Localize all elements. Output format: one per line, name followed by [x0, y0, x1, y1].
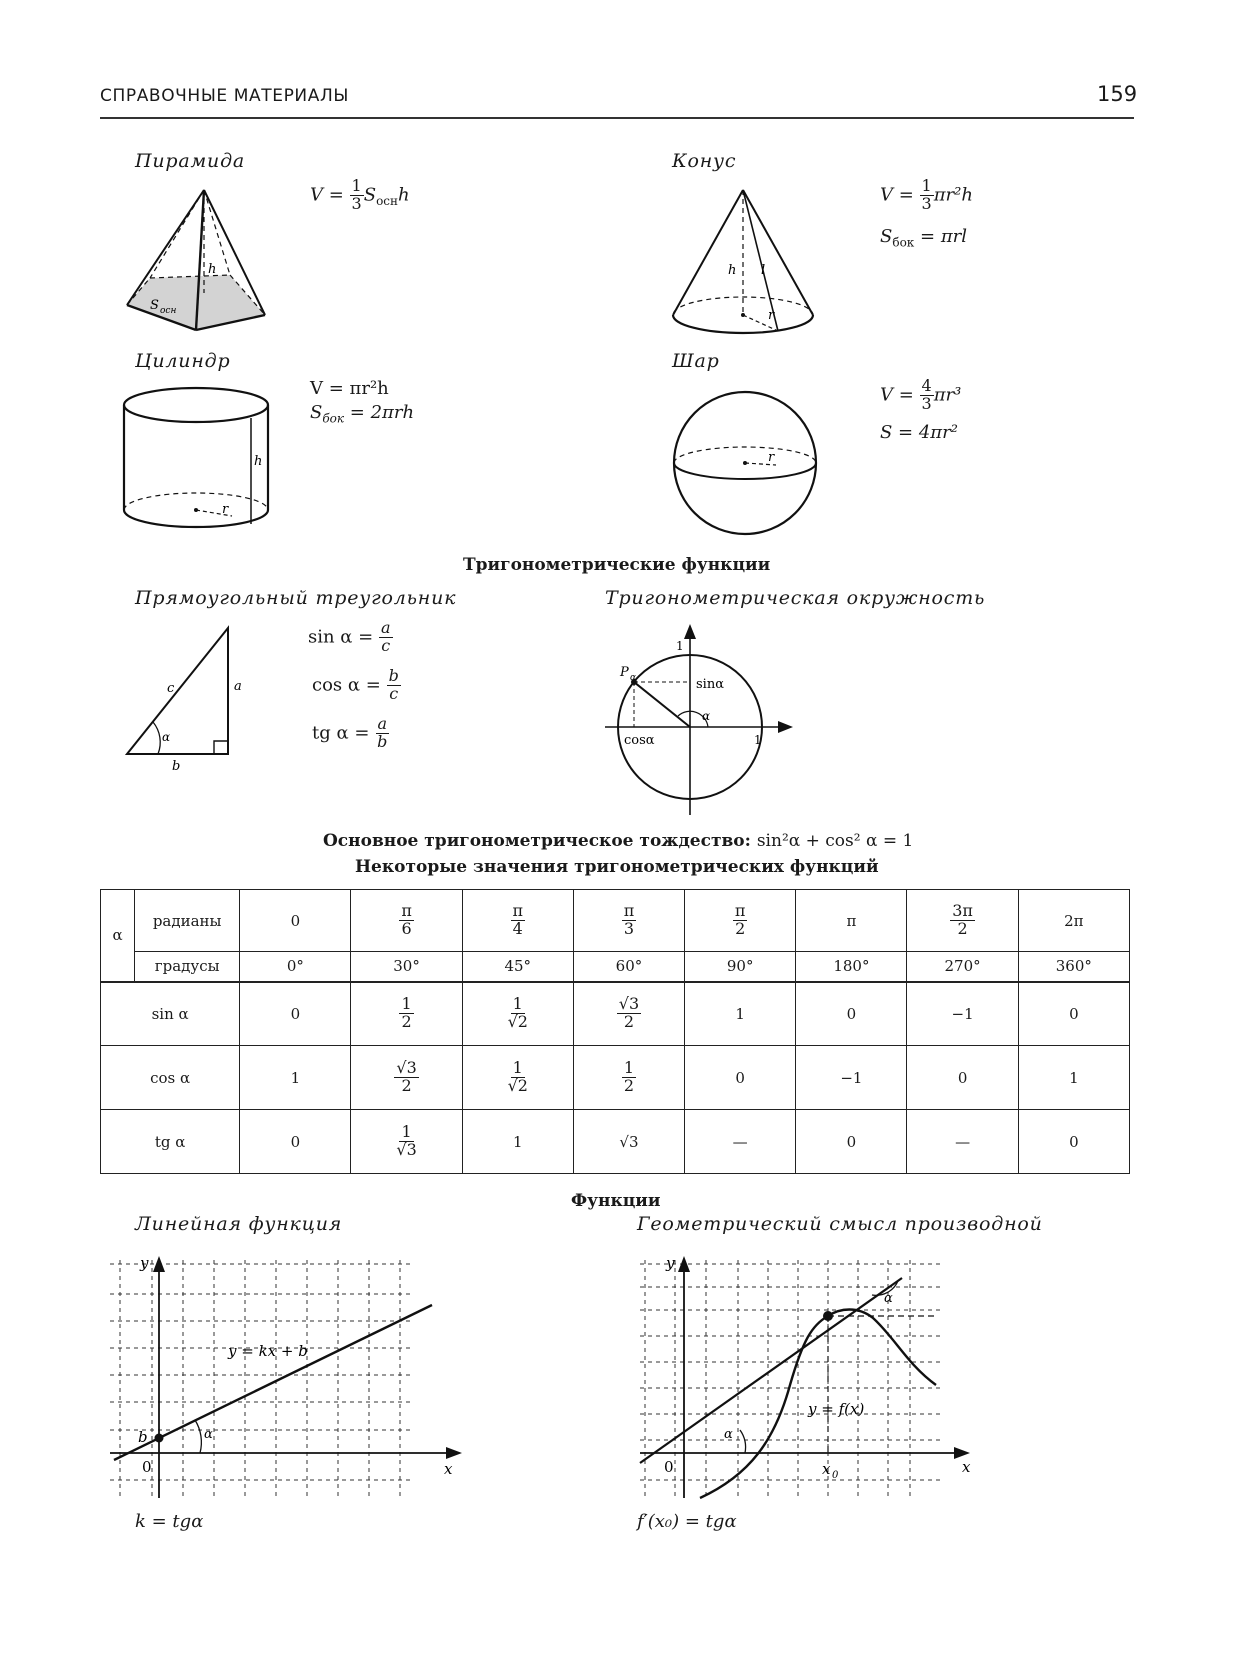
sphere-r-label: r	[768, 450, 775, 465]
table-title: Некоторые значения тригонометрических функций	[355, 857, 879, 877]
table-radian-cell: $\frac{\pi}{3}$	[573, 890, 684, 952]
table-value-cell: $\frac{1}{2}$	[351, 982, 462, 1046]
table-value-cell: —	[907, 1110, 1018, 1174]
table-row-label: cos α	[101, 1046, 240, 1110]
derivative-alpha-top: α	[884, 1291, 893, 1306]
pyramid-h-label: h	[208, 262, 217, 277]
table-value-cell: $\frac{1}{√2}$	[462, 1046, 573, 1110]
linear-x-label: x	[444, 1460, 453, 1478]
table-value-cell: 0	[796, 1110, 907, 1174]
table-degree-cell: 45°	[462, 952, 573, 982]
cone-l-label: l	[761, 263, 766, 278]
table-value-cell: −1	[796, 1046, 907, 1110]
cylinder-volume-formula: V = πr²h	[310, 378, 389, 399]
table-radian-cell: 2π	[1018, 890, 1129, 952]
table-row-label: tg α	[101, 1110, 240, 1174]
table-value-cell: 1	[240, 1046, 351, 1110]
derivative-alpha-tangent: α	[724, 1427, 733, 1442]
derivative-caption: f′(x₀) = tgα	[637, 1511, 737, 1532]
cylinder-figure	[120, 385, 280, 540]
cos-definition: cos α = $\frac{b}{c}$	[312, 666, 399, 703]
running-header: СПРАВОЧНЫЕ МАТЕРИАЛЫ	[100, 86, 349, 106]
pyramid-base-label: S	[150, 298, 159, 313]
circle-title: Тригонометрическая окружность	[605, 587, 986, 609]
triangle-b-label: b	[172, 759, 181, 774]
triangle-a-label: a	[234, 679, 242, 694]
derivative-x0-label: x	[822, 1460, 831, 1478]
pyramid-figure	[120, 185, 280, 335]
right-triangle-figure	[120, 620, 270, 780]
table-value-cell: √3	[573, 1110, 684, 1174]
circle-p-label: P	[620, 665, 629, 680]
table-sin-row	[101, 982, 1130, 1046]
linear-y-label: y	[140, 1254, 149, 1272]
table-degree-cell: 270°	[907, 952, 1018, 982]
triangle-c-label: c	[167, 681, 175, 696]
circle-one-x-label: 1	[754, 733, 762, 747]
unit-circle-figure	[600, 620, 800, 820]
table-radian-cell: $\frac{3\pi}{2}$	[907, 890, 1018, 952]
table-value-cell: $\frac{√3}{2}$	[351, 1046, 462, 1110]
derivative-x-label: x	[962, 1458, 971, 1476]
trig-values-table	[100, 889, 1130, 1174]
table-tg-row	[101, 1110, 1130, 1174]
derivative-graph	[640, 1250, 1000, 1500]
sphere-volume-formula: V = $\frac{4}{3}$ πr³	[880, 376, 962, 413]
table-value-cell: 1	[462, 1110, 573, 1174]
table-value-cell: $\frac{1}{√2}$	[462, 982, 573, 1046]
table-radian-cell: $\frac{\pi}{6}$	[351, 890, 462, 952]
table-radian-cell: $\frac{\pi}{4}$	[462, 890, 573, 952]
table-value-cell: $\frac{1}{2}$	[573, 1046, 684, 1110]
table-degree-cell: 360°	[1018, 952, 1129, 982]
page-number: 159	[1097, 82, 1138, 106]
table-radians-row	[101, 890, 1130, 952]
derivative-y-label: y	[666, 1254, 675, 1272]
table-degree-cell: 30°	[351, 952, 462, 982]
cone-volume-formula: V = $\frac{1}{3}$ πr²h	[880, 176, 973, 213]
table-value-cell: $\frac{1}{√3}$	[351, 1110, 462, 1174]
table-value-cell: 1	[685, 982, 796, 1046]
table-degree-cell: 90°	[685, 952, 796, 982]
table-degrees-row	[101, 952, 1130, 982]
table-value-cell: 0	[240, 1110, 351, 1174]
triangle-title: Прямоугольный треугольник	[135, 587, 457, 609]
identity-line: Основное тригонометрическое тождество: sin²α + cos² α = 1	[323, 831, 914, 851]
sphere-figure	[668, 385, 828, 545]
table-radian-cell: π	[796, 890, 907, 952]
linear-alpha-label: α	[204, 1427, 213, 1442]
circle-cos-label: cosα	[624, 733, 655, 748]
table-value-cell: −1	[907, 982, 1018, 1046]
linear-equation-label: y = kx + b	[228, 1342, 308, 1360]
cylinder-surface-formula: $S_{бок} = 2\pi rh$	[310, 402, 415, 426]
derivative-equation-label: y = f(x)	[808, 1400, 865, 1418]
cone-figure	[668, 185, 828, 335]
table-value-cell: 1	[1018, 1046, 1129, 1110]
derivative-x0-sub: 0	[832, 1470, 839, 1481]
table-degree-cell: 60°	[573, 952, 684, 982]
linear-function-graph	[110, 1250, 470, 1500]
cone-surface-formula: $S_{бок} = \pi rl$	[880, 226, 968, 250]
triangle-alpha-label: α	[162, 730, 171, 744]
table-degree-cell: 0°	[240, 952, 351, 982]
linear-origin-label: 0	[142, 1458, 152, 1476]
derivative-title: Геометрический смысл производной	[637, 1213, 1043, 1235]
table-value-cell: 0	[240, 982, 351, 1046]
linear-title: Линейная функция	[135, 1213, 343, 1235]
pyramid-title: Пирамида	[135, 150, 246, 172]
table-value-cell: 0	[796, 982, 907, 1046]
functions-title: Функции	[571, 1191, 661, 1211]
cone-title: Конус	[672, 150, 737, 172]
sphere-surface-formula: S = 4πr²	[880, 422, 958, 443]
pyramid-base-sub: осн	[160, 306, 177, 316]
circle-sin-label: sinα	[696, 677, 724, 692]
table-value-cell: 0	[907, 1046, 1018, 1110]
cone-r-label: r	[768, 308, 775, 323]
cone-h-label: h	[728, 263, 737, 278]
table-row-label: sin α	[101, 982, 240, 1046]
trig-section-title: Тригонометрические функции	[463, 555, 771, 575]
circle-alpha-label: α	[702, 709, 711, 723]
circle-p-sub: α	[630, 673, 637, 683]
table-radian-cell: $\frac{\pi}{2}$	[685, 890, 796, 952]
linear-caption: k = tgα	[135, 1511, 204, 1532]
sphere-title: Шар	[672, 350, 720, 372]
table-degrees-label: градусы	[135, 952, 240, 982]
header-rule	[100, 117, 1134, 119]
cylinder-r-label: r	[222, 502, 229, 517]
table-value-cell: $\frac{√3}{2}$	[573, 982, 684, 1046]
table-cos-row	[101, 1046, 1130, 1110]
cylinder-h-label: h	[254, 454, 263, 469]
sin-definition: sin α = $\frac{a}{c}$	[308, 618, 391, 655]
cylinder-title: Цилиндр	[135, 350, 231, 372]
table-radian-cell: 0	[240, 890, 351, 952]
table-value-cell: 0	[685, 1046, 796, 1110]
table-radians-label: радианы	[135, 890, 240, 952]
circle-one-y-label: 1	[676, 639, 684, 653]
tg-definition: tg α = $\frac{a}{b}$	[312, 714, 388, 751]
table-value-cell: 0	[1018, 1110, 1129, 1174]
table-degree-cell: 180°	[796, 952, 907, 982]
pyramid-volume-formula: V = $\frac{1}{3}$ $S_{осн}h$	[310, 176, 410, 213]
table-value-cell: —	[685, 1110, 796, 1174]
derivative-origin-label: 0	[664, 1458, 674, 1476]
linear-b-label: b	[138, 1428, 148, 1446]
table-alpha-cell: α	[101, 890, 135, 982]
table-value-cell: 0	[1018, 982, 1129, 1046]
